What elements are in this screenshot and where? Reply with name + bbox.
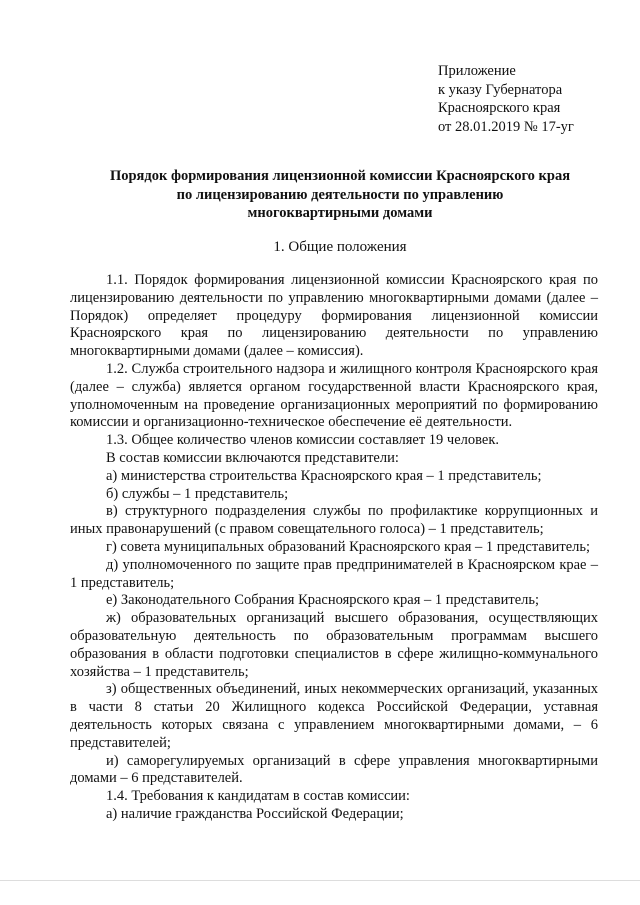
appendix-line-1: Приложение	[438, 63, 516, 79]
paragraph-composition-intro: В состав комиссии включаются представители:	[106, 449, 399, 466]
title-line-3: многоквартирными домами	[247, 205, 433, 221]
paragraph-1-1: 1.1. Порядок формирования лицензионной комиссии Красноярского края по лицензированию деятельности по управлению многоквартирными домами (далее – Порядок) определяет процедуру формирования лицензионной комиссии Красноярского края по лицензированию деятельности по управлению многоквартирными домами (далее – комиссия).	[70, 272, 598, 360]
title-line-1: Порядок формирования лицензионной комиссии Красноярского края	[109, 168, 571, 184]
list-item-e: е) Законодательного Собрания Красноярского края – 1 представитель;	[106, 592, 540, 609]
list-item-z: з) общественных объединений, иных некоммерческих организаций, указанных в части 8 статьи 20 Жилищного кодекса Российской Федерации, уставная деятельность которых связана с управлением многоквартирными домами, – 6 представителей;	[70, 681, 598, 751]
list-item-zh: ж) образовательных организаций высшего образования, осуществляющих образовательную деятельность по образовательным программам высшего образования в области подготовки специалистов в сфере жилищно-коммунального хозяйства – 1 представитель;	[70, 610, 598, 680]
list-item-i: и) саморегулируемых организаций в сфере управления многоквартирными домами – 6 представителей.	[70, 752, 598, 787]
title-line-2: по лицензированию деятельности по управлению	[176, 186, 504, 203]
list-item-b: б) службы – 1 представитель;	[106, 485, 289, 502]
list-item-v: в) структурного подразделения службы по профилактике коррупционных и иных правонарушений (с правом совещательного голоса) – 1 представитель;	[70, 503, 598, 538]
list-item-d: д) уполномоченного по защите прав предпринимателей в Красноярском крае – 1 представитель;	[70, 556, 598, 591]
appendix-line-2: к указу Губернатора	[438, 81, 563, 98]
paragraph-1-2: 1.2. Служба строительного надзора и жилищного контроля Красноярского края (далее – служба) является органом государственной власти Красноярского края, уполномоченным на проведение организационных мероприятий по формированию комиссии и организационно-техническое обеспечение её деятельности.	[70, 360, 598, 431]
section-heading: 1. Общие положения	[273, 239, 407, 255]
document-title	[60, 167, 620, 223]
appendix-line-4: от 28.01.2019 № 17-уг	[438, 118, 574, 135]
paragraph-1-3: 1.3. Общее количество членов комиссии составляет 19 человек.	[106, 432, 500, 449]
appendix-line-3: Красноярского края	[438, 100, 561, 116]
requirement-item-a: а) наличие гражданства Российской Федерации;	[106, 805, 404, 822]
page-bottom-edge	[0, 880, 640, 881]
list-item-g: г) совета муниципальных образований Красноярского края – 1 представитель;	[106, 538, 591, 555]
document-body	[70, 272, 598, 824]
appendix-header	[438, 62, 574, 136]
paragraph-1-4: 1.4. Требования к кандидатам в состав комиссии:	[106, 788, 410, 805]
list-item-a: а) министерства строительства Красноярского края – 1 представитель;	[106, 467, 542, 484]
